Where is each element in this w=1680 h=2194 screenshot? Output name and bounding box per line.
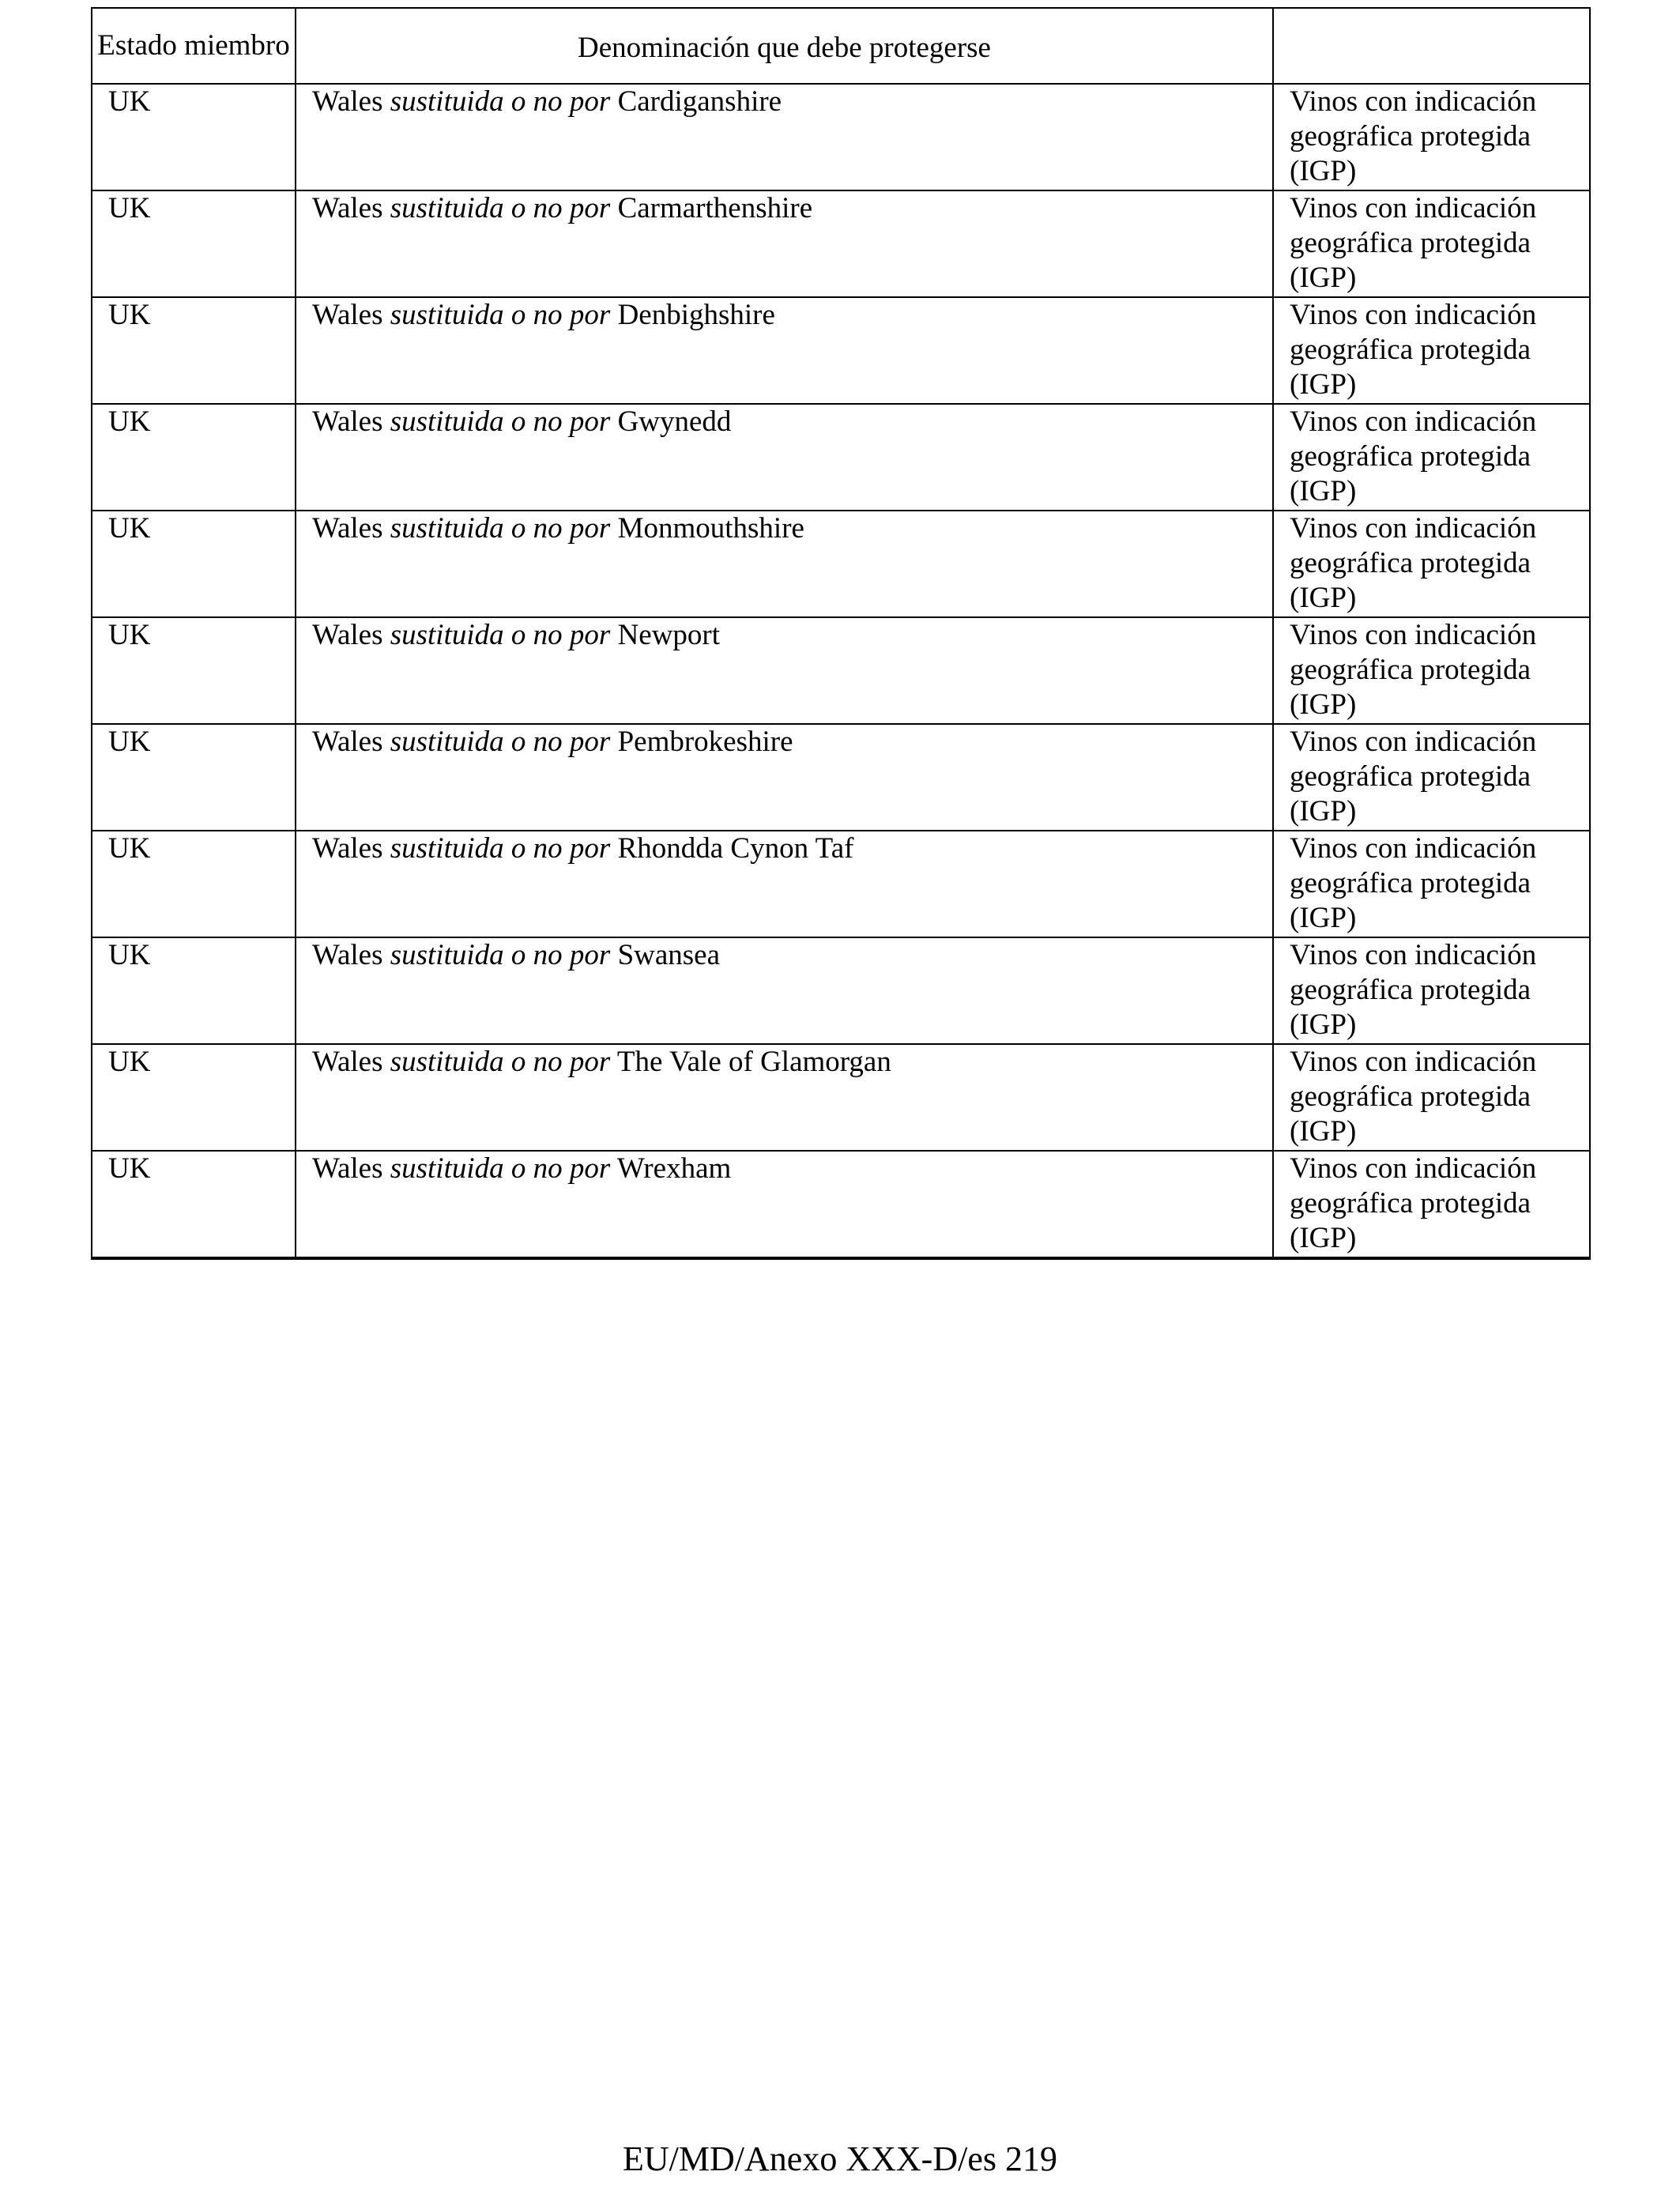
denomination-place: Pembrokeshire	[617, 726, 793, 758]
denomination-prefix: Wales	[312, 1152, 383, 1185]
member-state-cell: UK	[92, 190, 296, 297]
member-state-cell: UK	[92, 511, 296, 617]
denomination-place: Monmouthshire	[617, 512, 804, 545]
table-row	[92, 1044, 1590, 1151]
header-member-state: Estado miembro	[92, 8, 296, 84]
denomination-cell	[296, 831, 1273, 937]
denomination-connector: sustituida o no por	[390, 1152, 611, 1185]
member-state-cell: UK	[92, 724, 296, 831]
denomination-cell	[296, 1151, 1273, 1258]
member-state-cell: UK	[92, 937, 296, 1044]
category-cell: Vinos con indicación geográfica protegida (IGP)	[1273, 511, 1590, 617]
category-cell: Vinos con indicación geográfica protegida (IGP)	[1273, 724, 1590, 831]
denomination-connector: sustituida o no por	[390, 726, 611, 758]
denomination-cell	[296, 1044, 1273, 1151]
denomination-prefix: Wales	[312, 192, 383, 224]
table-row	[92, 937, 1590, 1044]
category-cell: Vinos con indicación geográfica protegida (IGP)	[1273, 617, 1590, 724]
denomination-cell	[296, 404, 1273, 511]
table-row	[92, 831, 1590, 937]
denomination-prefix: Wales	[312, 1046, 383, 1078]
category-cell: Vinos con indicación geográfica protegida (IGP)	[1273, 404, 1590, 511]
denomination-place: Carmarthenshire	[617, 192, 813, 224]
denomination-cell	[296, 937, 1273, 1044]
denomination-prefix: Wales	[312, 85, 383, 118]
denomination-place: Denbighshire	[617, 299, 775, 331]
table-row	[92, 297, 1590, 404]
page-footer-reference: EU/MD/Anexo XXX-D/es 219	[623, 2139, 1057, 2178]
member-state-cell: UK	[92, 84, 296, 190]
header-denomination: Denominación que debe protegerse	[296, 8, 1273, 84]
member-state-cell: UK	[92, 404, 296, 511]
denomination-connector: sustituida o no por	[390, 85, 611, 118]
category-cell: Vinos con indicación geográfica protegida (IGP)	[1273, 297, 1590, 404]
denomination-connector: sustituida o no por	[390, 405, 611, 438]
table-row	[92, 404, 1590, 511]
member-state-cell: UK	[92, 1151, 296, 1258]
denomination-cell	[296, 617, 1273, 724]
denomination-prefix: Wales	[312, 726, 383, 758]
denomination-place: Swansea	[617, 939, 721, 971]
table-row	[92, 190, 1590, 297]
member-state-cell: UK	[92, 1044, 296, 1151]
table-row	[92, 617, 1590, 724]
denomination-cell	[296, 190, 1273, 297]
member-state-cell: UK	[92, 617, 296, 724]
denomination-connector: sustituida o no por	[390, 512, 611, 545]
denomination-place: Newport	[617, 619, 721, 651]
denomination-connector: sustituida o no por	[390, 939, 611, 971]
denomination-cell	[296, 84, 1273, 190]
denomination-place: The Vale of Glamorgan	[616, 1046, 891, 1078]
denomination-connector: sustituida o no por	[390, 192, 611, 224]
denomination-connector: sustituida o no por	[390, 1046, 611, 1078]
denomination-prefix: Wales	[312, 939, 383, 971]
category-cell: Vinos con indicación geográfica protegida (IGP)	[1273, 190, 1590, 297]
denomination-cell	[296, 511, 1273, 617]
denomination-prefix: Wales	[312, 832, 383, 865]
denomination-place: Gwynedd	[617, 405, 732, 438]
category-cell: Vinos con indicación geográfica protegida (IGP)	[1273, 1151, 1590, 1258]
header-category	[1273, 8, 1590, 84]
table-body	[92, 84, 1590, 1258]
denomination-place: Cardiganshire	[617, 85, 782, 118]
denominations-table	[91, 7, 1591, 1260]
denomination-prefix: Wales	[312, 619, 383, 651]
table-row	[92, 1151, 1590, 1258]
table-row	[92, 84, 1590, 190]
denomination-prefix: Wales	[312, 405, 383, 438]
denomination-prefix: Wales	[312, 512, 383, 545]
denomination-connector: sustituida o no por	[390, 299, 611, 331]
table-header-row	[92, 8, 1590, 84]
table-row	[92, 511, 1590, 617]
table-row	[92, 724, 1590, 831]
denomination-place: Wrexham	[616, 1152, 732, 1185]
denomination-place: Rhondda Cynon Taf	[617, 832, 854, 865]
denomination-connector: sustituida o no por	[390, 619, 611, 651]
denomination-connector: sustituida o no por	[390, 832, 611, 865]
member-state-cell: UK	[92, 297, 296, 404]
category-cell: Vinos con indicación geográfica protegida (IGP)	[1273, 937, 1590, 1044]
category-cell: Vinos con indicación geográfica protegida (IGP)	[1273, 831, 1590, 937]
category-cell: Vinos con indicación geográfica protegida (IGP)	[1273, 1044, 1590, 1151]
member-state-cell: UK	[92, 831, 296, 937]
denomination-cell	[296, 724, 1273, 831]
denomination-cell	[296, 297, 1273, 404]
category-cell: Vinos con indicación geográfica protegida (IGP)	[1273, 84, 1590, 190]
denomination-prefix: Wales	[312, 299, 383, 331]
